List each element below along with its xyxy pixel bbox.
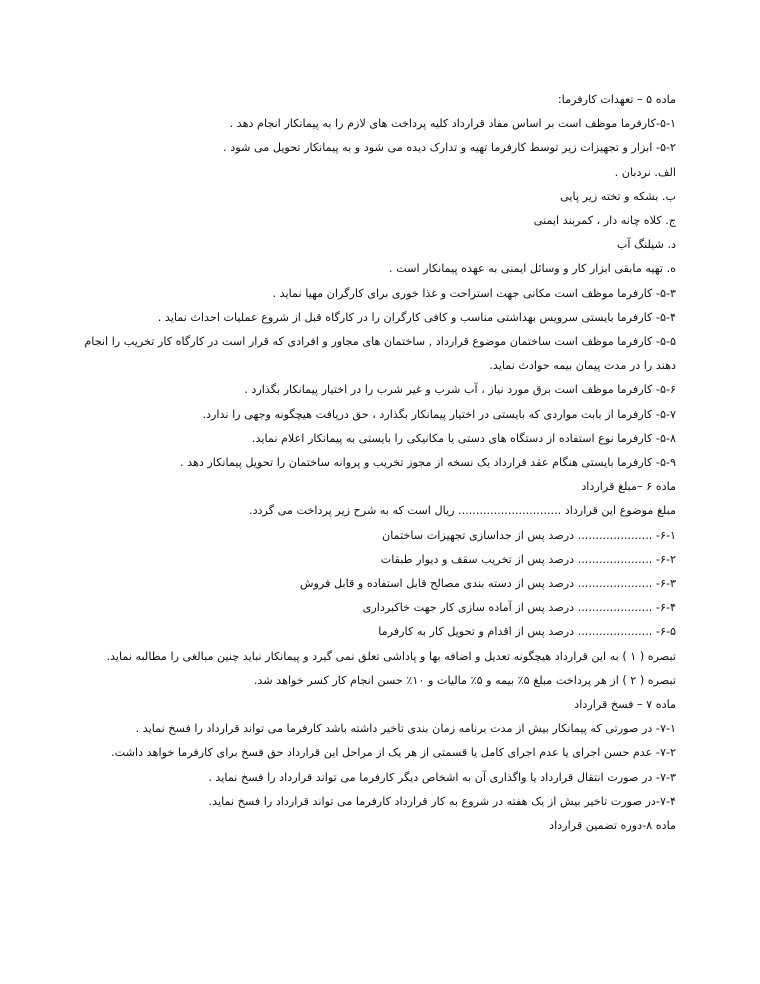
item-he: ه. تهیه مابقی ابزار کار و وسائل ایمنی به عهده پیمانکار است . bbox=[388, 262, 676, 276]
clause-5-5-continued: دهند را در مدت پیمان بیمه حوادث نماید. bbox=[489, 359, 676, 373]
clause-5-6: ۵-۶- کارفرما موظف است برق مورد نیاز ، آب شرب و غیر شرب را در اختیار پیمانکار بگذارد . bbox=[244, 383, 676, 397]
clause-5-7: ۵-۷- کارفرما از بابت مواردی که بایستی در اختیار پیمانکار بگذارد ، حق دریافت هیچگونه وجهی را ندارد. bbox=[202, 407, 676, 421]
article-7-heading: ماده ۷ – فسخ قرارداد bbox=[574, 698, 676, 712]
article-5-heading: ماده ۵ – تعهدات کارفرما: bbox=[557, 93, 676, 106]
payment-6-5: ۶-۵- ..................... درصد پس از اقدام و تحویل کار به کارفرما bbox=[378, 625, 676, 639]
clause-5-1: ۵-۱-کارفرما موظف است بر اساس مفاد قرارداد کلیه پرداخت های لازم را به پیمانکار انجام دهد . bbox=[229, 117, 676, 131]
clause-5-8: ۵-۸- کارفرما نوع استفاده از دستگاه های دستی یا مکانیکی را بایستی به پیمانکار اعلام نماید. bbox=[251, 431, 676, 445]
payment-6-4: ۶-۴- ..................... درصد پس از آماده سازی کار جهت خاکبرداری bbox=[362, 601, 676, 615]
clause-5-5: ۵-۵- کارفرما موظف است ساختمان موضوع قرارداد , ساختمان های مجاور و افرادی که قرار است در کارگاه کار تخریب را انجام bbox=[84, 335, 676, 349]
clause-5-9: ۵-۹- کارفرما بایستی هنگام عقد قرارداد یک نسخه از مجوز تخریب و پروانه ساختمان را تحویل پیمانکار دهد . bbox=[179, 456, 676, 470]
payment-6-2: ۶-۲- ..................... درصد پس از تخریب سقف و دیوار طبقات bbox=[380, 552, 676, 566]
clause-7-2: ۷-۲- عدم حسن اجرای یا عدم اجرای کامل یا قسمتی از هر یک از مراحل این قرارداد حق فسخ برای کارفرما خواهد داشت. bbox=[111, 746, 676, 760]
item-dal: د. شیلنگ آب bbox=[616, 238, 676, 252]
article-8-heading: ماده ۸-دوره تضمین قرارداد bbox=[549, 819, 676, 833]
clause-7-3: ۷-۳- در صورت انتقال قرارداد یا واگذاری آن به اشخاص دیگر کارفرما می تواند قرارداد را فسخ نماید . bbox=[208, 770, 676, 784]
clause-5-4: ۵-۴- کارفرما بایستی سرویس بهداشتی مناسب و کافی کارگران را در کارگاه قبل از شروع عملیات احداث نماید . bbox=[157, 310, 676, 324]
clause-5-2: ۵-۲- ابزار و تجهیزات زیر توسط کارفرما تهیه و تدارک دیده می شود و به پیمانکار تحویل می شود . bbox=[223, 141, 676, 155]
payment-6-3: ۶-۳- ..................... درصد پس از دسته بندی مصالح قابل استفاده و قابل فروش bbox=[299, 577, 676, 591]
payment-6-1: ۶-۱- ..................... درصد پس از جداسازی تجهیزات ساختمان bbox=[381, 528, 676, 542]
clause-7-4: ۷-۴-در صورت تاخیر بیش از یک هفته در شروع به کار قرارداد کارفرما می تواند قرارداد را فسخ نماید. bbox=[208, 794, 676, 808]
clause-5-3: ۵-۳- کارفرما موظف است مکانی جهت استراحت و غذا خوری برای کارگران مهیا نماید . bbox=[272, 286, 676, 300]
clause-7-1: ۷-۱- در صورتی که پیمانکار بیش از مدت برنامه زمان بندی تاخیر داشته باشد کارفرما می تواند قرارداد را فسخ نماید . bbox=[135, 722, 676, 736]
note-1: تبصره ( ۱ ) به این قرارداد هیچگونه تعدیل و اضافه بها و پاداشی تعلق نمی گیرد و پیمانکار نباید چنین مبالغی را مطالبه نماید. bbox=[106, 649, 676, 663]
contract-amount: مبلغ موضوع این قرارداد ............................. ریال است که به شرح زیر پرداخت می گردد. bbox=[249, 504, 676, 518]
item-alef: الف. نردبان . bbox=[614, 165, 676, 179]
item-jim: ج. کلاه چانه دار ، کمربند ایمنی bbox=[533, 214, 676, 228]
article-6-heading: ماده ۶ –مبلغ قرارداد bbox=[581, 480, 676, 494]
note-2: تبصره ( ۲ ) از هر پرداخت مبلغ ۵٪ بیمه و ۵٪ مالیات و ۱۰٪ حسن انجام کار کسر خواهد شد. bbox=[253, 673, 676, 687]
item-be: ب. بشکه و تخته زیر پایی bbox=[560, 189, 676, 203]
contract-text bbox=[84, 88, 676, 838]
